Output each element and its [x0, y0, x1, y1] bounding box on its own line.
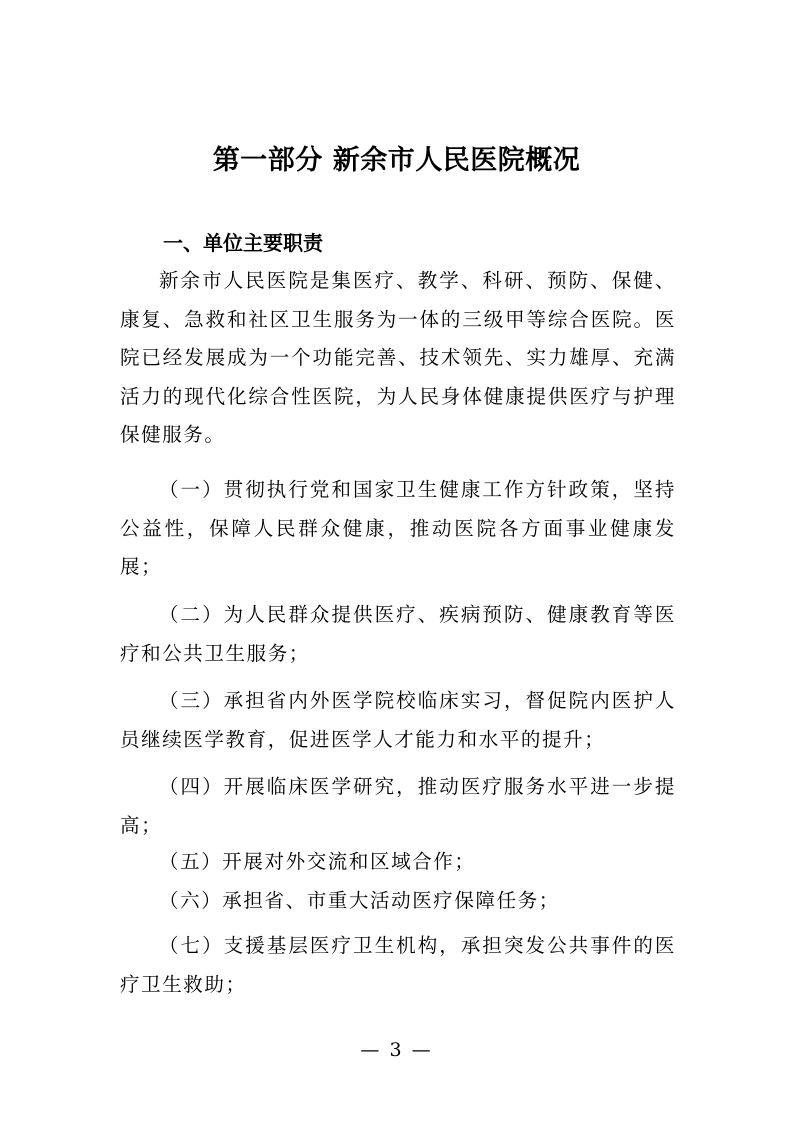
duty-item-4: （四）开展临床医学研究，推动医疗服务水平进一步提高；: [120, 775, 676, 837]
duty-item-7: （七）支援基层医疗卫生机构，承担突发公共事件的医疗卫生救助；: [120, 934, 676, 996]
section-heading: 一、单位主要职责: [163, 231, 323, 255]
duty-item-6: （六）承担省、市重大活动医疗保障任务；: [159, 889, 560, 912]
page-title: 第一部分 新余市人民医院概况: [212, 145, 581, 176]
duty-item-1: （一）贯彻执行党和国家卫生健康工作方针政策，坚持公益性，保障人民群众健康，推动医院各方面事业健康发展；: [120, 478, 676, 579]
duty-item-3: （三）承担省内外医学院校临床实习，督促院内医护人员继续医学教育，促进医学人才能力和水平的提升；: [120, 689, 676, 751]
duty-item-2: （二）为人民群众提供医疗、疾病预防、健康教育等医疗和公共卫生服务；: [120, 603, 676, 665]
duty-item-5: （五）开展对外交流和区域合作；: [159, 850, 476, 873]
page-number: — 3 —: [360, 1039, 433, 1061]
intro-paragraph: 新余市人民医院是集医疗、教学、科研、预防、保健、康复、急救和社区卫生服务为一体的三级甲等综合医院。医院已经发展成为一个功能完善、技术领先、实力雄厚、充满活力的现代化综合性医院，为人民身体健康提供医疗与护理保健服务。: [120, 269, 676, 447]
